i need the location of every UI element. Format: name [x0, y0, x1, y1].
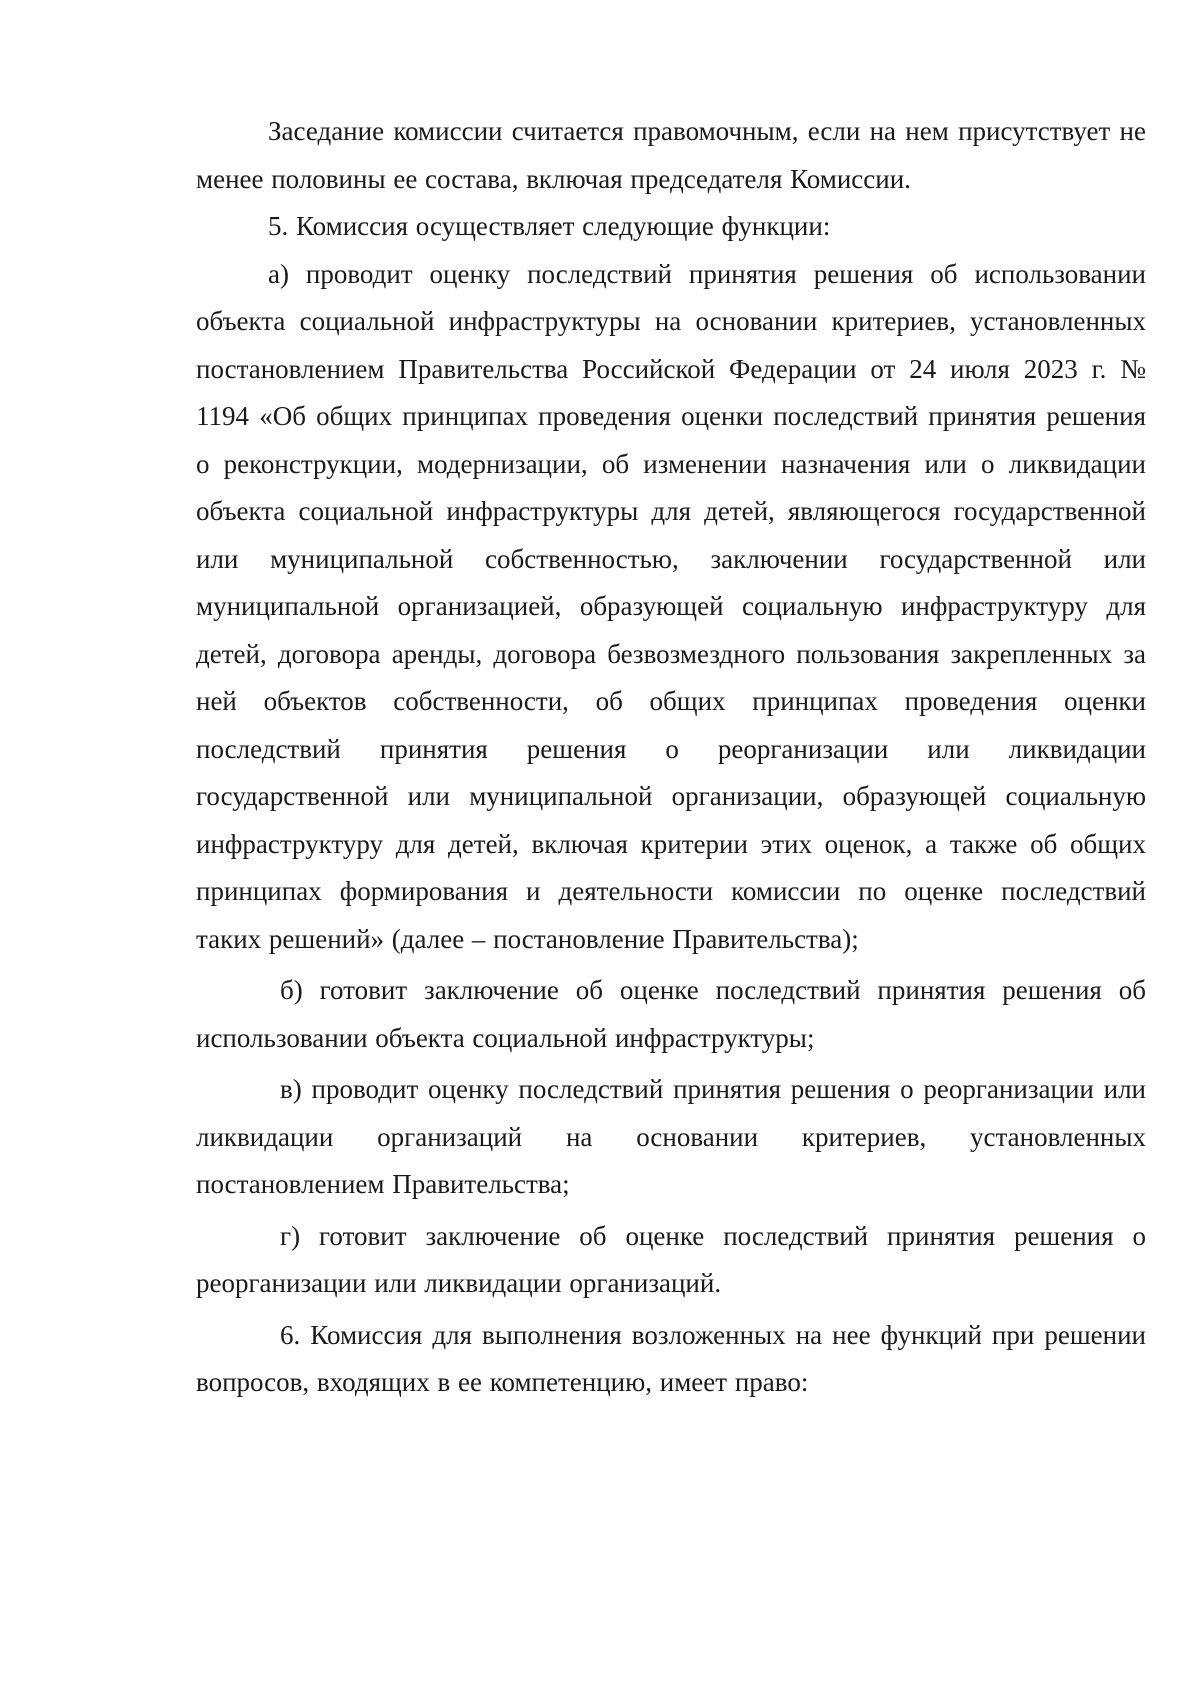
paragraph-function-g: г) готовит заключение об оценке последствий принятия решения о реорганизации или ликвидации организаций. [196, 1220, 1146, 1298]
paragraph-rights-heading: 6. Комиссия для выполнения возложенных на нее функций при решении вопросов, входящих в ее компетенцию, имеет право: [196, 1319, 1146, 1397]
paragraph-function-b: б) готовит заключение об оценке последствий принятия решения об использовании объекта социальной инфраструктуры; [196, 975, 1146, 1053]
document-body [196, 108, 1146, 1407]
paragraph-function-v: в) проводит оценку последствий принятия решения о реорганизации или ликвидации организаций на основании критериев, установленных постановлением Правительства; [196, 1074, 1146, 1199]
paragraph-functions-heading: 5. Комиссия осуществляет следующие функции: [268, 211, 831, 241]
paragraph-function-a: а) проводит оценку последствий принятия решения об использовании объекта социальной инфраструктуры на основании критериев, установленных постановлением Правительства Российской Федерации от 24 июля 2023 г. № 1194 «Об общих принципах проведения оценки последствий принятия решения о реконструкции, модернизации, об изменении назначения или о ликвидации объекта социальной инфраструктуры для детей, являющегося государственной или муниципальной собственностью, заключении государственной или муниципальной организацией, образующей социальную инфраструктуру для детей, договора аренды, договора безвозмездного пользования закрепленных за ней объектов собственности, об общих принципах проведения оценки последствий принятия решения о реорганизации или ликвидации государственной или муниципальной организации, образующей социальную инфраструктуру для детей, включая критерии этих оценок, а также об общих принципах формирования и деятельности комиссии по оценке последствий таких решений» (далее – постановление Правительства); [196, 258, 1146, 954]
paragraph-quorum: Заседание комиссии считается правомочным, если на нем присутствует не менее половины ее состава, включая председателя Комиссии. [196, 116, 1146, 194]
